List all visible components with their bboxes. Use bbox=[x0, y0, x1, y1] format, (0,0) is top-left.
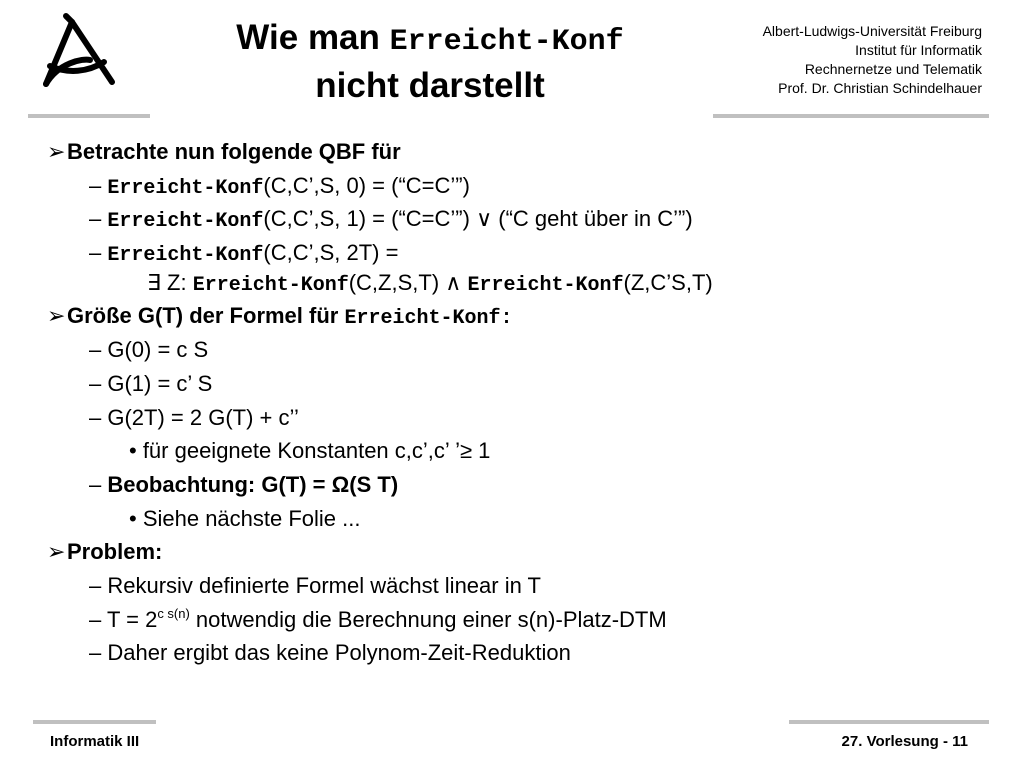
arrow-bullet-icon: ➢ bbox=[47, 303, 66, 329]
size-g1: – G(1) = c’ S bbox=[89, 370, 213, 396]
footer-rule-right bbox=[789, 720, 989, 724]
formula-base-1: – Erreicht-Konf(C,C’,S, 1) = (“C=C’”) ∨ (“C geht über in C’”) bbox=[89, 206, 693, 234]
formula-recursive: – Erreicht-Konf(C,C’,S, 2T) = bbox=[89, 240, 399, 268]
bullet-qbf: ➢ Betrachte nun folgende QBF für bbox=[47, 135, 1007, 169]
institution-line: Rechnernetze und Telematik bbox=[804, 61, 982, 77]
bullet-size: ➢ Größe G(T) der Formel für Erreicht-Konf: bbox=[47, 299, 1007, 333]
size-g0: – G(0) = c S bbox=[89, 337, 209, 363]
size-g2t: – G(2T) = 2 G(T) + c’’ bbox=[89, 404, 299, 430]
arrow-bullet-icon: ➢ bbox=[47, 139, 66, 164]
observation-note: • Siehe nächste Folie ... bbox=[129, 505, 361, 531]
observation: – Beobachtung: G(T) = Ω(S T) bbox=[89, 471, 399, 497]
problem-2: – $T = 2^{c s(n)}$ notwendig die Berechnung einer s(n)-Platz-DTM bbox=[89, 605, 667, 632]
formula-base-0: – Erreicht-Konf(C,C’,S, 0) = (“C=C’”) bbox=[89, 172, 470, 200]
problem-3: – Daher ergibt das keine Polynom-Zeit-Reduktion bbox=[89, 640, 571, 666]
institution-line: Albert-Ludwigs-Universität Freiburg bbox=[762, 23, 982, 39]
header-rule-left bbox=[28, 114, 150, 118]
institution-info bbox=[763, 22, 982, 98]
slide-body bbox=[47, 135, 1007, 670]
footer-page: 27. Vorlesung - 11 bbox=[841, 733, 968, 750]
bullet-problem: ➢ Problem: bbox=[47, 535, 1007, 569]
formula-recursive-continuation: ∃ Z: Erreicht-Konf(C,Z,S,T) ∧ Erreicht-Konf(Z,C’S,T) bbox=[147, 269, 713, 297]
problem-1: – Rekursiv definierte Formel wächst linear in T bbox=[89, 572, 541, 598]
university-logo bbox=[28, 8, 128, 108]
size-g2t-note: • für geeignete Konstanten c,c’,c’ ’≥ 1 bbox=[129, 438, 491, 464]
arrow-bullet-icon: ➢ bbox=[47, 539, 66, 565]
footer-rule-left bbox=[33, 720, 156, 724]
footer-course: Informatik III bbox=[50, 733, 140, 750]
institution-line: Prof. Dr. Christian Schindelhauer bbox=[778, 80, 982, 96]
institution-line: Institut für Informatik bbox=[855, 42, 982, 58]
header-rule-right bbox=[713, 114, 989, 118]
slide-title: Wie man Erreicht-Konf nicht darstellt bbox=[236, 18, 624, 105]
